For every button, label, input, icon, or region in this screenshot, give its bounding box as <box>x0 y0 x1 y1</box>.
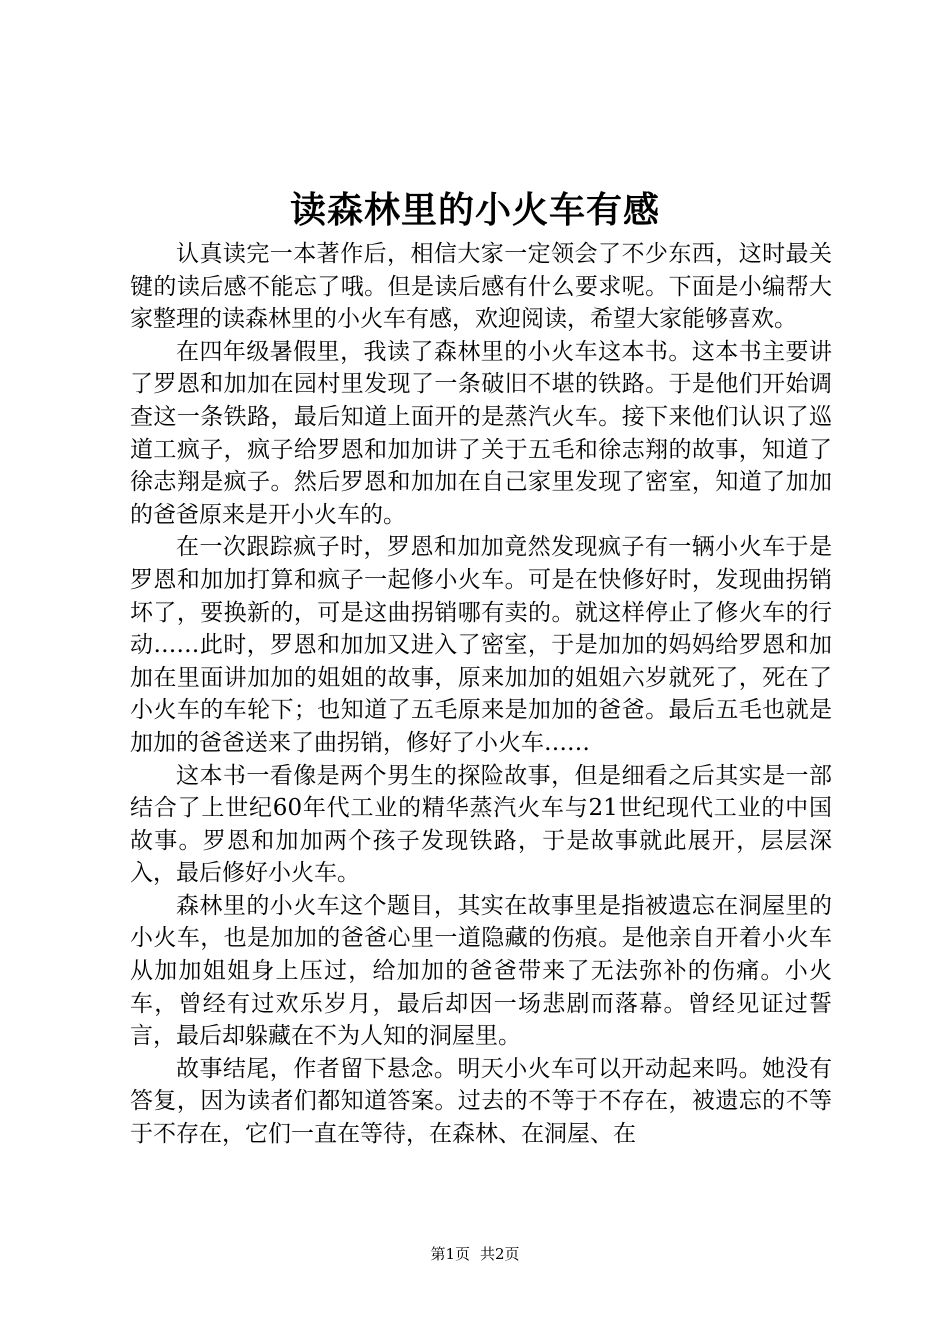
paragraph: 这本书一看像是两个男生的探险故事，但是细看之后其实是一部结合了上世纪60年代工业的精华蒸汽火车与21世纪现代工业的中国故事。罗恩和加加两个孩子发现铁路，于是故事就此展开，层层深入，最后修好小火车。 <box>130 762 832 887</box>
page-number: 第1页 <box>430 1245 470 1263</box>
page-footer <box>0 1244 950 1264</box>
paragraph: 认真读完一本著作后，相信大家一定领会了不少东西，这时最关键的读后感不能忘了哦。但是读后感有什么要求呢。下面是小编帮大家整理的读森林里的小火车有感，欢迎阅读，希望大家能够喜欢。 <box>130 241 832 333</box>
page-total: 共2页 <box>480 1245 520 1263</box>
paragraph: 故事结尾，作者留下悬念。明天小火车可以开动起来吗。她没有答复，因为读者们都知道答案。过去的不等于不存在，被遗忘的不等于不存在，它们一直在等待，在森林、在洞屋、在 <box>130 1055 832 1148</box>
document-title: 读森林里的小火车有感 <box>289 189 660 231</box>
paragraph: 森林里的小火车这个题目，其实在故事里是指被遗忘在洞屋里的小火车，也是加加的爸爸心里一道隐藏的伤痕。是他亲自开着小火车从加加姐姐身上压过，给加加的爸爸带来了无法弥补的伤痛。小火车，曾经有过欢乐岁月，最后却因一场悲剧而落幕。曾经见证过誓言，最后却躲藏在不为人知的洞屋里。 <box>130 892 832 1050</box>
document-body <box>130 238 832 1151</box>
paragraph: 在四年级暑假里，我读了森林里的小火车这本书。这本书主要讲了罗恩和加加在园村里发现了一条破旧不堪的铁路。于是他们开始调查这一条铁路，最后知道上面开的是蒸汽火车。接下来他们认识了巡道工疯子，疯子给罗恩和加加讲了关于五毛和徐志翔的故事，知道了徐志翔是疯子。然后罗恩和加加在自己家里发现了密室，知道了加加的爸爸原来是开小火车的。 <box>130 338 832 528</box>
paragraph: 在一次跟踪疯子时，罗恩和加加竟然发现疯子有一辆小火车于是罗恩和加加打算和疯子一起修小火车。可是在快修好时，发现曲拐销坏了，要换新的，可是这曲拐销哪有卖的。就这样停止了修火车的行动……此时，罗恩和加加又进入了密室，于是加加的妈妈给罗恩和加加在里面讲加加的姐姐的故事，原来加加的姐姐六岁就死了，死在了小火车的车轮下；也知道了五毛原来是加加的爸爸。最后五毛也就是加加的爸爸送来了曲拐销，修好了小火车…… <box>130 534 832 756</box>
